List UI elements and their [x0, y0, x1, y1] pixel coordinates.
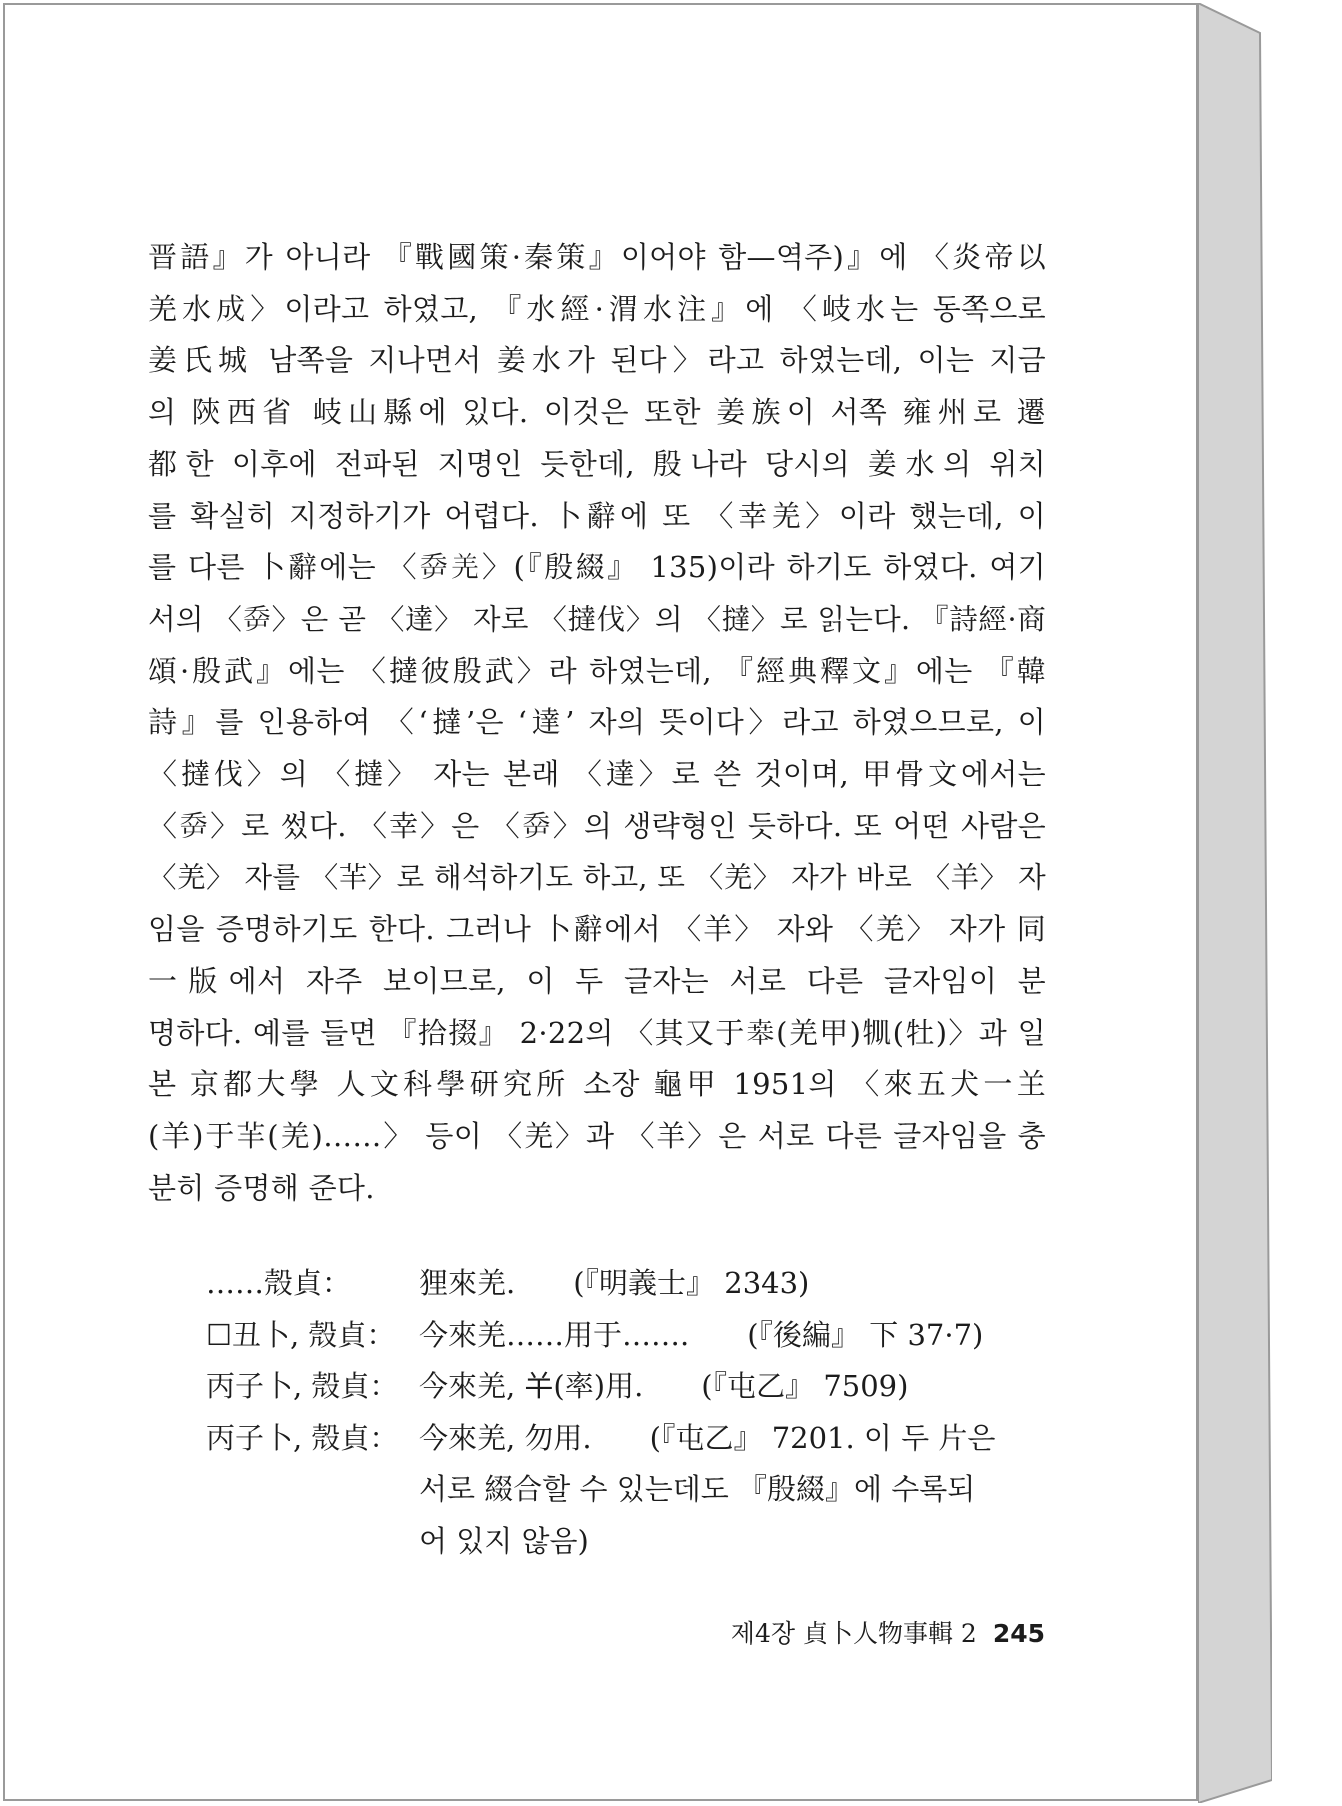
body-line: 詩』를 인용하여 〈‘撻’은 ‘達’ 자의 뜻이다〉라고 하였으므로, 이 [148, 705, 1046, 740]
body-line: 를 다른 卜辭에는 〈𡴘羌〉(『殷綴』 135)이라 하기도 하였다. 여기 [148, 550, 1046, 585]
inscription-row [206, 1258, 995, 1310]
body-line: 晋語』가 아니라 『戰國策·秦策』이어야 함—역주)』에 〈炎帝以 [148, 240, 1046, 274]
body-line: 를 확실히 지정하기가 어렵다. 卜辭에 또 〈幸羌〉이라 했는데, 이 [148, 498, 1046, 533]
inscription-note-line: 서로 綴合할 수 있는데도 『殷綴』에 수록되 [419, 1472, 976, 1506]
body-line: 〈撻伐〉의 〈撻〉 자는 본래 〈達〉로 쓴 것이며, 甲骨文에서는 [148, 757, 1046, 792]
inscription-text: 今來羌……用于……. (『後編』 下 37·7) [419, 1317, 984, 1352]
inscription-text: 今來羌, 勿用. (『屯乙』 7201. 이 두 片은 [419, 1420, 996, 1455]
body-line: 頌·殷武』에는 〈撻彼殷武〉라 하였는데, 『經典釋文』에는 『韓 [148, 653, 1046, 688]
book-spine-edge [1198, 3, 1272, 1803]
inscription-row [206, 1413, 995, 1465]
inscription-note-line: 어 있지 않음) [419, 1523, 589, 1558]
body-line: (羊)于𦍋(羌)……〉 등이 〈羌〉과 〈羊〉은 서로 다른 글자임을 충 [148, 1118, 1046, 1153]
inscription-row [206, 1361, 995, 1413]
body-line: 임을 증명하기도 한다. 그러나 卜辭에서 〈羊〉 자와 〈羌〉 자가 同 [148, 912, 1046, 947]
inscription-label: ……殼貞： [206, 1266, 352, 1300]
body-line: 〈𡴘〉로 썼다. 〈幸〉은 〈𡴘〉의 생략형인 듯하다. 또 어떤 사람은 [148, 808, 1046, 843]
running-head: 제4장 貞卜人物事輯 2 [730, 1619, 977, 1648]
body-line: 본 京都大學 人文科學研究所 소장 龜甲 1951의 〈來五犬一𦍌 [148, 1067, 1046, 1102]
body-line: 의 陝西省 岐山縣에 있다. 이것은 또한 姜族이 서쪽 雍州로 遷 [148, 395, 1046, 430]
inscription-text: 狸來羌. (『明義士』 2343) [419, 1266, 810, 1300]
page-number: 245 [992, 1619, 1045, 1648]
inscription-label: 丙子卜, 殼貞： [206, 1420, 399, 1455]
body-line: 姜氏城 남쪽을 지나면서 姜水가 된다〉라고 하였는데, 이는 지금 [148, 343, 1046, 378]
body-paragraph [148, 232, 1046, 1214]
quoted-inscriptions [206, 1258, 995, 1567]
inscription-label: ☐丑卜, 殼貞： [206, 1317, 396, 1352]
inscription-row [206, 1310, 995, 1362]
body-line: 一版에서 자주 보이므로, 이 두 글자는 서로 다른 글자임이 분 [148, 963, 1046, 998]
body-line: 都한 이후에 전파된 지명인 듯한데, 殷나라 당시의 姜水의 위치 [148, 446, 1046, 481]
inscription-text: 今來羌, 𢆉(率)用. (『屯乙』 7509) [419, 1369, 909, 1403]
page-footer [700, 1614, 1045, 1650]
body-line: 서의 〈𡴘〉은 곧 〈達〉 자로 〈撻伐〉의 〈撻〉로 읽는다. 『詩經·商 [148, 602, 1046, 636]
body-line: 명하다. 예를 들면 『拾掇』 2·22의 〈其又于𠦪(羌甲)𤘷(牡)〉과 일 [148, 1015, 1046, 1050]
body-line: 羌水成〉이라고 하였고, 『水經·渭水注』에 〈岐水는 동쪽으로 [148, 291, 1046, 326]
body-line: 〈羌〉 자를 〈𦍋〉로 해석하기도 하고, 또 〈羌〉 자가 바로 〈羊〉 자 [148, 861, 1046, 895]
body-line: 분히 증명해 준다. [148, 1170, 375, 1205]
inscription-label: 丙子卜, 殼貞： [206, 1369, 399, 1403]
